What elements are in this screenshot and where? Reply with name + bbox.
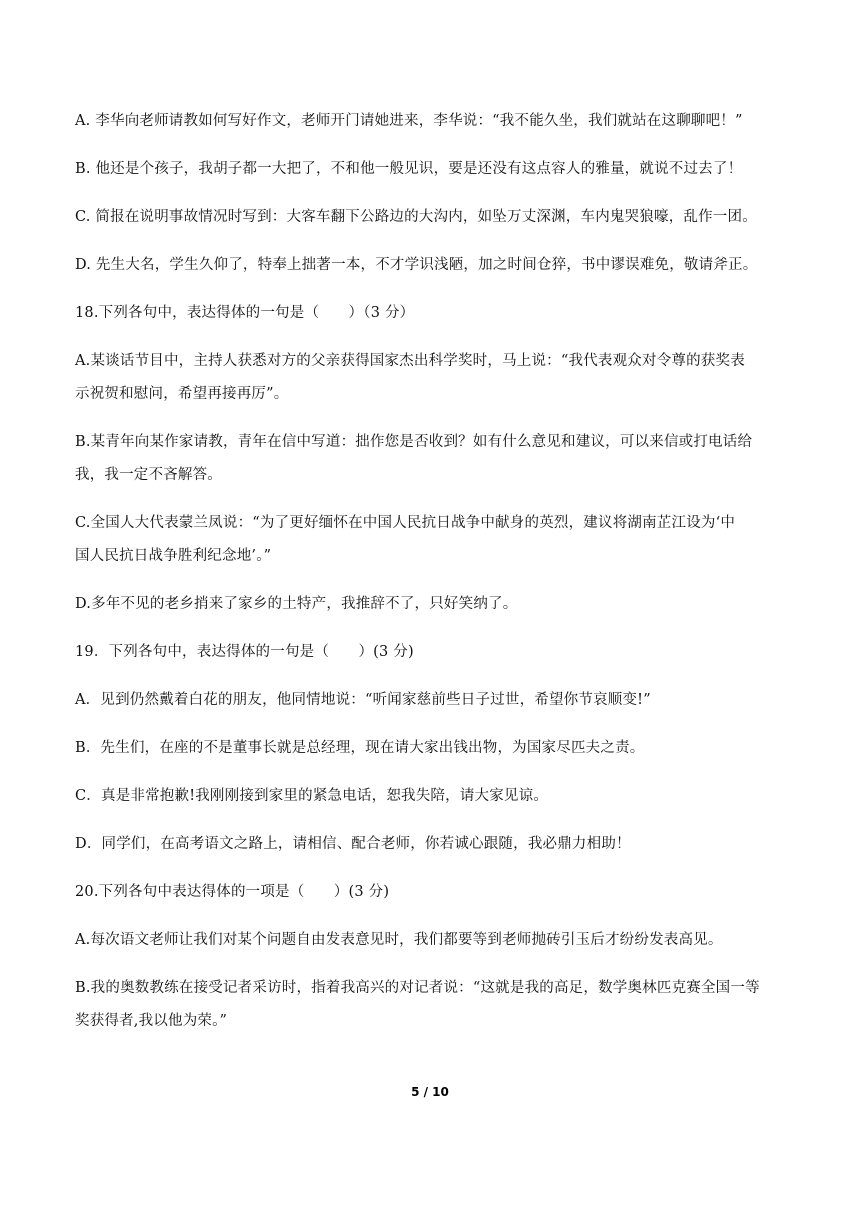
question-18-stem: 18.下列各句中，表达得体的一句是（ ）（3 分） [75, 305, 415, 321]
option-19-c: C．真是非常抱歉!我刚刚接到家里的紧急电话，恕我失陪，请大家见谅。 [75, 788, 549, 804]
option-20-b-line1: B.我的奥数教练在接受记者采访时，指着我高兴的对记者说：“这就是我的高足，数学奥林匹克赛全国一等 [75, 980, 760, 996]
option-18-b-line2: 我，我一定不吝解答。 [75, 467, 222, 483]
question-19-stem: 19．下列各句中，表达得体的一句是（ ）(3 分) [75, 644, 414, 660]
option-18-b-line1: B.某青年向某作家请教，青年在信中写道：拙作您是否收到？如有什么意见和建议，可以来信或打电话给 [75, 434, 753, 450]
option-20-a: A.每次语文老师让我们对某个问题自由发表意见时，我们都要等到老师抛砖引玉后才纷纷发表高见。 [75, 932, 723, 948]
option-18-d: D.多年不见的老乡捎来了家乡的土特产，我推辞不了，只好笑纳了。 [75, 596, 518, 612]
option-20-b-line2: 奖获得者,我以他为荣。” [75, 1013, 228, 1029]
option-17-a: A. 李华向老师请教如何写好作文，老师开门请她进来，李华说：“我不能久坐，我们就站在这聊聊吧！” [75, 113, 743, 129]
option-17-d: D. 先生大名，学生久仰了，特奉上拙著一本，不才学识浅陋，加之时间仓猝，书中谬误难免，敬请斧正。 [75, 257, 758, 273]
option-18-c-line1: C.全国人大代表蒙兰凤说：“为了更好缅怀在中国人民抗日战争中献身的英烈，建议将湖南芷江设为‘中 [75, 515, 736, 531]
option-17-c: C. 简报在说明事故情况时写到：大客车翻下公路边的大沟内，如坠万丈深渊，车内鬼哭狼嚎，乱作一团。 [75, 209, 757, 225]
option-18-c-line2: 国人民抗日战争胜利纪念地’。” [75, 548, 272, 564]
page-number: 5 / 10 [411, 1085, 449, 1099]
option-18-a-line2: 示祝贺和慰问，希望再接再厉”。 [75, 386, 289, 402]
option-19-d: D．同学们，在高考语文之路上，请相信、配合老师，你若诚心跟随，我必鼎力相助！ [75, 836, 631, 852]
option-19-a: A．见到仍然戴着白花的朋友，他同情地说：“听闻家慈前些日子过世，希望你节哀顺变!” [75, 692, 651, 708]
option-18-a-line1: A.某谈话节目中，主持人获悉对方的父亲获得国家杰出科学奖时，马上说：“我代表观众对令尊的获奖表 [75, 353, 745, 369]
question-20-stem: 20.下列各句中表达得体的一项是（ ）(3 分) [75, 884, 390, 900]
option-17-b: B. 他还是个孩子，我胡子都一大把了，不和他一般见识，要是还没有这点容人的雅量，就说不过去了！ [75, 161, 743, 177]
option-19-b: B．先生们，在座的不是董事长就是总经理，现在请大家出钱出物，为国家尽匹夫之责。 [75, 740, 645, 756]
